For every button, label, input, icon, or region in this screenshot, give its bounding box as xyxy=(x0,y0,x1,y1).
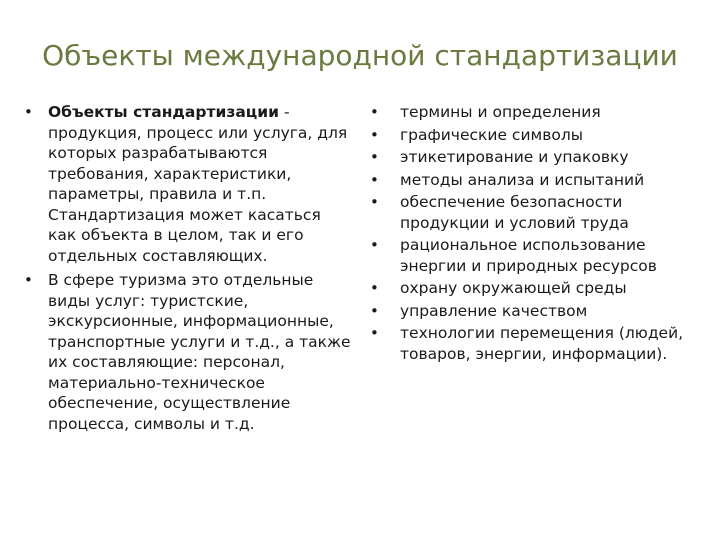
right-bullet-item xyxy=(368,125,708,146)
bullet-bold-lead: Объекты стандартизации xyxy=(48,103,280,121)
left-bullet-item xyxy=(22,270,352,434)
right-bullet-item xyxy=(368,323,708,364)
bullet-icon: • xyxy=(370,193,379,211)
bullet-icon: • xyxy=(370,324,379,342)
bullet-text: обеспечение безопасности продукции и условий труда xyxy=(400,193,629,232)
bullet-icon: • xyxy=(370,125,379,144)
bullet-icon: • xyxy=(370,170,379,189)
right-column xyxy=(368,102,708,364)
bullet-icon: • xyxy=(24,103,33,121)
bullet-icon: • xyxy=(370,103,379,121)
bullet-icon: • xyxy=(370,148,379,166)
right-bullet-item xyxy=(368,235,708,276)
bullet-text: методы анализа и испытаний xyxy=(400,170,645,189)
left-column xyxy=(22,102,352,434)
right-bullet-list xyxy=(368,102,708,364)
bullet-icon: • xyxy=(24,271,33,289)
right-bullet-item xyxy=(368,147,708,168)
left-bullet-item xyxy=(22,102,352,266)
slide-title: Объекты международной стандартизации xyxy=(42,39,678,72)
bullet-text: технологии перемещения (людей, товаров, энергии, информации). xyxy=(400,324,684,363)
right-bullet-item xyxy=(368,170,708,191)
bullet-icon: • xyxy=(370,301,379,320)
right-bullet-item xyxy=(368,192,708,233)
bullet-text: рациональное использование энергии и природных ресурсов xyxy=(400,236,657,275)
bullet-icon: • xyxy=(370,279,379,297)
bullet-text: охрану окружающей среды xyxy=(400,279,627,297)
bullet-text: графические символы xyxy=(400,125,583,144)
bullet-text: В сфере туризма это отдельные виды услуг: туристские, экскурсионные, информационные, транспортные услуги и т.д., а также их составляющие: персонал, материально-техническое обеспечение, осуществление процесса, символы и т.д. xyxy=(48,271,351,433)
right-bullet-item xyxy=(368,278,708,299)
right-bullet-item xyxy=(368,301,708,322)
right-bullet-item xyxy=(368,102,708,123)
bullet-icon: • xyxy=(370,236,379,254)
bullet-text: - продукция, процесс или услуга, для которых разрабатываются требования, характеристики, параметры, правила и т.п. Стандартизация может касаться как объекта в целом, так и его отдельных составляющих. xyxy=(48,103,348,265)
bullet-text: термины и определения xyxy=(400,103,601,121)
bullet-text: управление качеством xyxy=(400,301,588,320)
bullet-text: этикетирование и упаковку xyxy=(400,148,629,166)
left-bullet-list xyxy=(22,102,352,434)
